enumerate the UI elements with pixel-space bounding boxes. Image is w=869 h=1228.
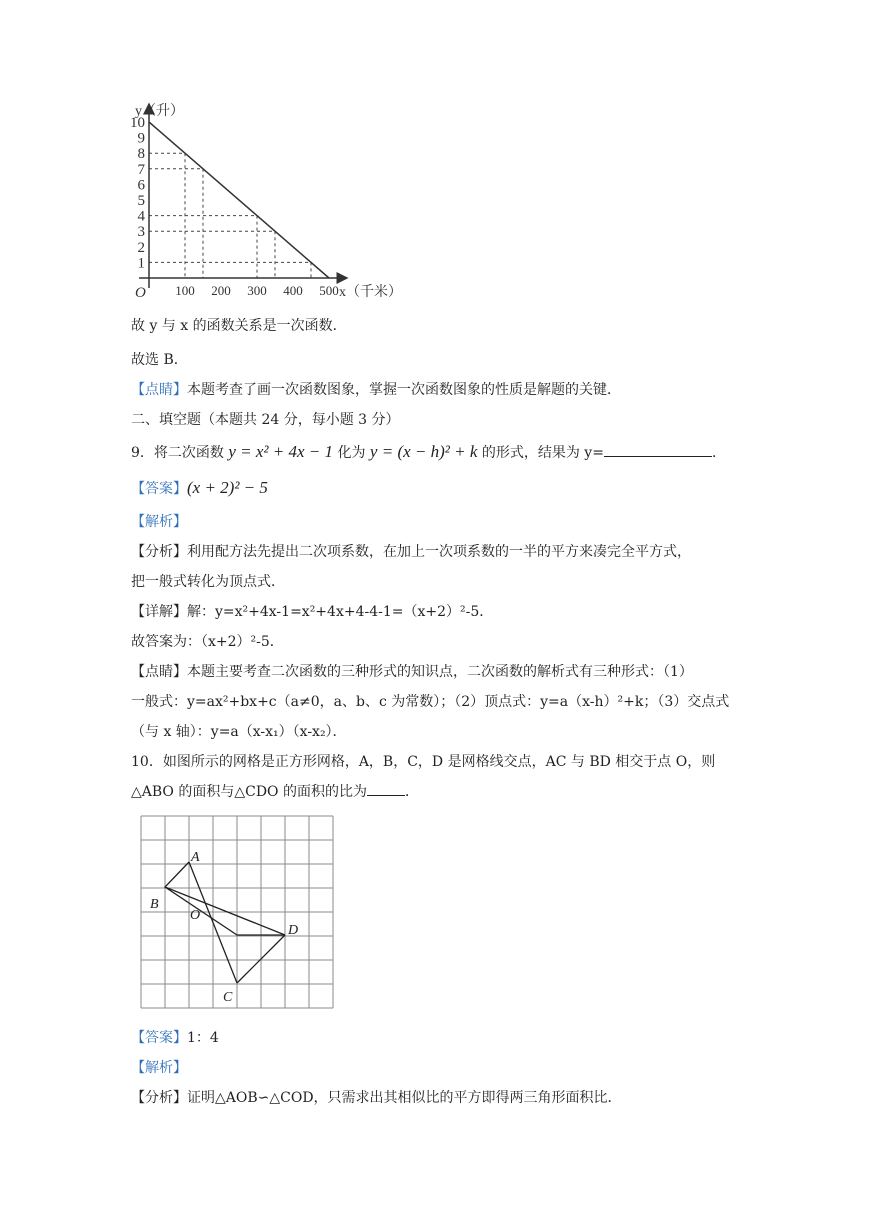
- y-tick-label: 2: [137, 239, 145, 256]
- q10-answer: 1：4: [187, 1030, 219, 1046]
- q9-fenxi-1: [131, 542, 691, 562]
- q9-suffix: 的形式，结果为 y=: [477, 445, 604, 461]
- comment-8-text: 本题考查了画一次函数图象，掌握一次函数图象的性质是解题的关键．: [187, 382, 621, 398]
- q9-detail: [131, 602, 493, 622]
- q9-answer-line: [131, 478, 268, 499]
- question-10-line-1: 10．如图所示的网格是正方形网格，A，B，C，D 是网格线交点，AC 与 BD 相交于点 O，则: [131, 754, 716, 770]
- q10-fenxi: [131, 1088, 622, 1108]
- y-tick-label: 9: [137, 130, 145, 147]
- q10-end: ．: [404, 784, 419, 800]
- q9-final: 故答案为：（x+2）²-5．: [131, 634, 284, 650]
- q9-fenxi-2: 把一般式转化为顶点式．: [131, 574, 285, 590]
- segment-bd: [165, 887, 285, 935]
- q9-dj-text-1: 本题主要考查二次函数的三种形式的知识点，二次函数的解析式有三种形式：（1）: [187, 664, 693, 680]
- question-10-line-2: [131, 782, 419, 802]
- y-tick-label: 6: [137, 177, 145, 194]
- conclusion-line: 故 y 与 x 的函数关系是一次函数．: [131, 318, 347, 334]
- q9-expr1: y = x² + 4x − 1: [228, 442, 334, 461]
- y-tick-label: 7: [137, 161, 145, 178]
- question-9: [131, 442, 726, 463]
- y-tick-label: 1: [137, 255, 145, 272]
- label-c: C: [223, 990, 233, 1005]
- comment-8: [131, 380, 621, 400]
- q9-dianjing-tag: 【点睛】: [131, 664, 187, 680]
- q10-answer-tag: 【答案】: [131, 1030, 187, 1046]
- q10-analysis-tag: 【解析】: [131, 1060, 187, 1076]
- x-tick-label: 100: [175, 283, 195, 298]
- y-tick-label: 4: [137, 208, 145, 225]
- q9-dianjing-1: [131, 662, 693, 682]
- fenxi-tag: 【分析】: [131, 544, 187, 560]
- answer-tag: 【答案】: [131, 481, 187, 497]
- analysis-tag: 【解析】: [131, 514, 187, 530]
- label-a: A: [191, 850, 200, 865]
- label-d: D: [288, 923, 299, 938]
- x-tick-label: 300: [247, 283, 267, 298]
- q9-expr2: y = (x − h)² + k: [369, 442, 478, 461]
- q9-end: ．: [711, 445, 726, 461]
- grid-figure: [140, 815, 340, 1015]
- y-tick-label: 5: [137, 193, 145, 209]
- choose-line: 故选 B．: [131, 352, 188, 368]
- fuel-graph: [125, 98, 415, 306]
- q9-answer: (x + 2)² − 5: [187, 478, 268, 497]
- y-axis-label: y（升）: [135, 104, 184, 119]
- q10-fenxi-text: 证明△AOB∽△COD，只需求出其相似比的平方即得两三角形面积比．: [187, 1090, 622, 1106]
- section-2-heading: 二、填空题（本题共 24 分，每小题 3 分）: [131, 412, 400, 428]
- q9-blank: [604, 456, 712, 457]
- q10-blank: [367, 795, 405, 796]
- triangle-abo: [165, 862, 285, 935]
- y-tick-label: 10: [130, 115, 145, 131]
- label-b: B: [150, 897, 159, 912]
- dianjing-tag: 【点睛】: [131, 382, 187, 398]
- q9-prefix: 9．将二次函数: [131, 445, 229, 461]
- q10-text-2: △ABO 的面积与△CDO 的面积的比为: [131, 784, 367, 800]
- y-tick-label: 3: [137, 224, 145, 241]
- q9-dianjing-3: （与 x 轴）：y=a（x-x₁）（x-x₂）．: [131, 724, 347, 740]
- x-tick-label: 200: [211, 283, 231, 298]
- q9-mid: 化为: [333, 445, 370, 461]
- label-o: O: [190, 908, 201, 923]
- q10-answer-line: [131, 1028, 219, 1048]
- q10-fenxi-tag: 【分析】: [131, 1090, 187, 1106]
- q9-detail-text: 解：y=x²+4x-1=x²+4x+4-4-1=（x+2）²-5．: [187, 604, 494, 620]
- origin-label: O: [135, 285, 146, 301]
- y-tick-label: 8: [137, 146, 145, 163]
- x-tick-label: 500: [319, 283, 339, 298]
- q9-dianjing-2: 一般式：y=ax²+bx+c（a≠0，a、b、c 为常数）；（2）顶点式：y=a（x-h）²+k；（3）交点式: [131, 694, 730, 710]
- function-line: [149, 122, 329, 278]
- x-tick-label: 400: [283, 283, 303, 298]
- detail-tag: 【详解】: [131, 604, 187, 620]
- x-axis-label: x（千米）: [339, 285, 402, 300]
- q9-fenxi-text-1: 利用配方法先提出二次项系数，在加上一次项系数的一半的平方来凑完全平方式，: [187, 544, 691, 560]
